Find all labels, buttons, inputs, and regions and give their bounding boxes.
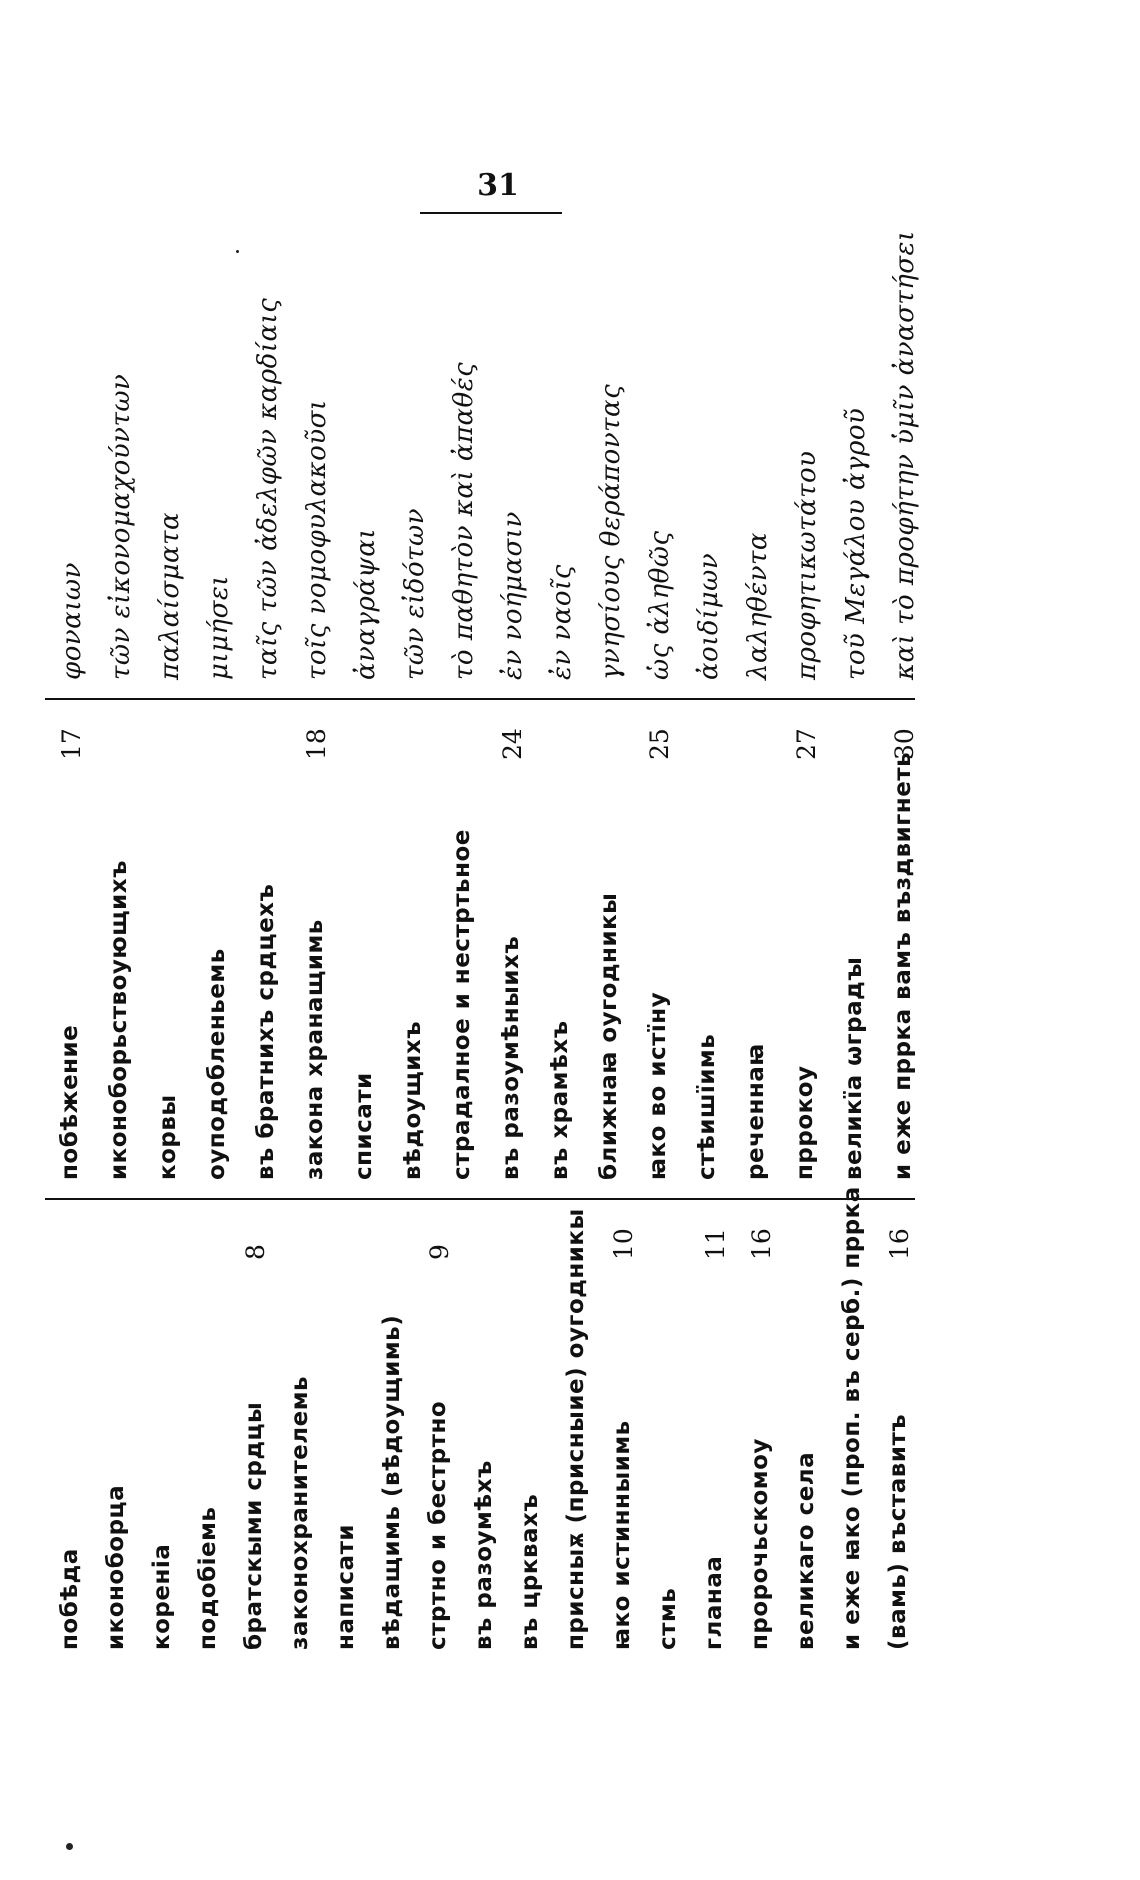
- entry-row: [694, 140, 742, 680]
- slavonic-term: гланаа: [701, 1555, 727, 1650]
- entry-row: [743, 760, 791, 1180]
- ink-speck: [236, 250, 239, 253]
- slavonic-term: стртно и бестртно: [425, 1400, 451, 1650]
- greek-term: τῶν εἰδότων: [400, 508, 430, 680]
- slavonic-term: реченнаꙗ: [743, 1043, 769, 1180]
- greek-term: τοῦ Μεγάλου ἀγροῦ: [841, 407, 871, 680]
- entry-row: [547, 760, 595, 1180]
- rotated-page-body: [45, 60, 945, 1660]
- verse-number: 27: [792, 728, 821, 760]
- greek-term: παλαίσματα: [155, 511, 185, 680]
- greek-term: φοναιων: [57, 562, 87, 680]
- slavonic-term: великїа ѡградꙑ: [841, 956, 867, 1180]
- entry-row: [694, 760, 742, 1180]
- entry-row: [253, 140, 301, 680]
- entry-row: [400, 760, 448, 1180]
- slavonic-term: стмь: [655, 1587, 681, 1650]
- entry-row: [155, 760, 203, 1180]
- slavonic-term: въ храмѣхъ: [547, 1020, 573, 1180]
- ink-speck: [66, 1843, 73, 1850]
- entry-row: [106, 760, 154, 1180]
- entry-row: [596, 140, 644, 680]
- slavonic-term: великаго села: [793, 1451, 819, 1650]
- slavonic-term: стѣишїимь: [694, 1033, 720, 1180]
- entry-row: [841, 140, 889, 680]
- entry-row: [547, 140, 595, 680]
- entry-row: [149, 1230, 197, 1650]
- greek-term: ὡς ἀληθῶς: [645, 530, 675, 680]
- entry-row: [241, 1230, 289, 1650]
- slavonic-term: кореніа: [149, 1543, 175, 1650]
- entry-row: [195, 1230, 243, 1650]
- slavonic-term: и еже ꙗко (проп. въ серб.) пррка: [839, 1186, 865, 1650]
- page-number: 31: [477, 168, 519, 203]
- slavonic-term: побѣжение: [57, 1024, 83, 1180]
- verse-number: 17: [57, 728, 86, 760]
- verse-number: 18: [302, 728, 331, 760]
- slavonic-term: (вамь) въставитъ: [885, 1413, 911, 1650]
- greek-term: καὶ τὸ προφήτην ὑμῖν ἀναστήσει: [890, 230, 920, 680]
- entry-row: [449, 760, 497, 1180]
- entry-row: [204, 140, 252, 680]
- entry-row: [287, 1230, 335, 1650]
- verse-number: 25: [645, 728, 674, 760]
- column-divider: [45, 698, 915, 700]
- slavonic-term: иконоборца: [103, 1484, 129, 1650]
- greek-term: τοῖς νομοφυλακοῦσι: [302, 399, 332, 680]
- slavonic-term: иконоборьствоующихъ: [106, 860, 132, 1180]
- slavonic-term: въ разоумѣныихъ: [498, 935, 524, 1180]
- slavonic-term: списати: [351, 1072, 377, 1180]
- slavonic-term: страдалное и нестртьное: [449, 829, 475, 1180]
- entry-row: [57, 1230, 105, 1650]
- verse-number: 16: [885, 1228, 914, 1260]
- entry-row: [655, 1230, 703, 1650]
- greek-term: λαληθέντα: [743, 532, 773, 680]
- greek-term: ἀναγράψαι: [351, 528, 381, 680]
- greek-term: ἐν νοήμασιν: [498, 511, 528, 680]
- entry-row: [517, 1230, 565, 1650]
- entry-row: [743, 140, 791, 680]
- entry-row: [563, 1208, 611, 1650]
- slavonic-term: ꙗко во истїну: [645, 991, 671, 1180]
- slavonic-term: оуподобленьемь: [204, 948, 230, 1180]
- entry-row: [890, 140, 938, 680]
- greek-term: τὸ παθητὸν καὶ ἀπαθές: [449, 361, 479, 680]
- entry-row: [351, 760, 399, 1180]
- slavonic-term: ближнаꙗ оугодникы: [596, 892, 622, 1180]
- entry-row: [204, 760, 252, 1180]
- slavonic-term: побѣда: [57, 1548, 83, 1650]
- greek-term: ταῖς τῶν ἀδελφῶν καρδίαις: [253, 297, 283, 680]
- entry-row: [103, 1230, 151, 1650]
- entry-row: [885, 1230, 933, 1650]
- entry-row: [839, 1186, 887, 1650]
- entry-row: [379, 1230, 427, 1650]
- entry-row: [792, 140, 840, 680]
- slavonic-term: присныѫ (присныие) оугодникы: [563, 1208, 589, 1650]
- slavonic-term: въ црквахъ: [517, 1493, 543, 1650]
- entry-row: [425, 1230, 473, 1650]
- entry-row: [471, 1230, 519, 1650]
- greek-term: ἀοιδίμων: [694, 552, 724, 680]
- slavonic-term: написати: [333, 1523, 359, 1650]
- verse-number: 10: [609, 1228, 638, 1260]
- entry-row: [302, 140, 350, 680]
- slavonic-term: пррокоу: [792, 1065, 818, 1180]
- entry-row: [747, 1230, 795, 1650]
- entry-row: [645, 140, 693, 680]
- slavonic-term: братскыми срдцы: [241, 1401, 267, 1650]
- entry-row: [351, 140, 399, 680]
- entry-row: [596, 760, 644, 1180]
- slavonic-term: въ разоумѣхъ: [471, 1460, 497, 1650]
- entry-row: [333, 1230, 381, 1650]
- entry-row: [498, 728, 546, 1180]
- slavonic-term: ꙗко истинныимь: [609, 1420, 635, 1650]
- slavonic-term: и еже пррка вамъ въздвигнеть: [890, 751, 916, 1180]
- column-divider: [45, 1198, 915, 1200]
- entry-row: [449, 140, 497, 680]
- verse-number: 8: [241, 1244, 270, 1260]
- slavonic-term: законохранителемь: [287, 1375, 313, 1650]
- slavonic-term: пророчьскомоу: [747, 1438, 773, 1650]
- greek-term: ἐν ναοῖς: [547, 564, 577, 680]
- entry-row: [701, 1230, 749, 1650]
- greek-term: προφητικωτάτου: [792, 450, 822, 680]
- slavonic-term: вѣдащимь (вѣдоущимь): [379, 1314, 405, 1650]
- entry-row: [498, 140, 546, 680]
- slavonic-term: въ братнихъ срдцехъ: [253, 883, 279, 1180]
- entry-row: [57, 140, 105, 680]
- entry-row: [793, 1230, 841, 1650]
- greek-term: τῶν εἰκονομαχούντων: [106, 373, 136, 680]
- entry-row: [106, 140, 154, 680]
- slavonic-term: закона хранащимь: [302, 919, 328, 1180]
- slavonic-term: подобіемь: [195, 1506, 221, 1650]
- slavonic-term: корвы: [155, 1094, 181, 1180]
- greek-term: γνησίους θεράποντας: [596, 383, 626, 680]
- entry-row: [609, 1230, 657, 1650]
- verse-number: 30: [890, 728, 919, 760]
- verse-number: 11: [701, 1228, 730, 1260]
- entry-row: [400, 140, 448, 680]
- entry-row: [645, 728, 693, 1180]
- slavonic-term: вѣдоущихъ: [400, 1020, 426, 1180]
- greek-term: μιμήσει: [204, 575, 234, 680]
- entry-row: [792, 728, 840, 1180]
- entry-row: [841, 760, 889, 1180]
- entry-row: [253, 760, 301, 1180]
- verse-number: 9: [425, 1244, 454, 1260]
- verse-number: 16: [747, 1228, 776, 1260]
- verse-number: 24: [498, 728, 527, 760]
- entry-row: [302, 728, 350, 1180]
- entry-row: [890, 728, 938, 1180]
- entry-row: [155, 140, 203, 680]
- entry-row: [57, 728, 105, 1180]
